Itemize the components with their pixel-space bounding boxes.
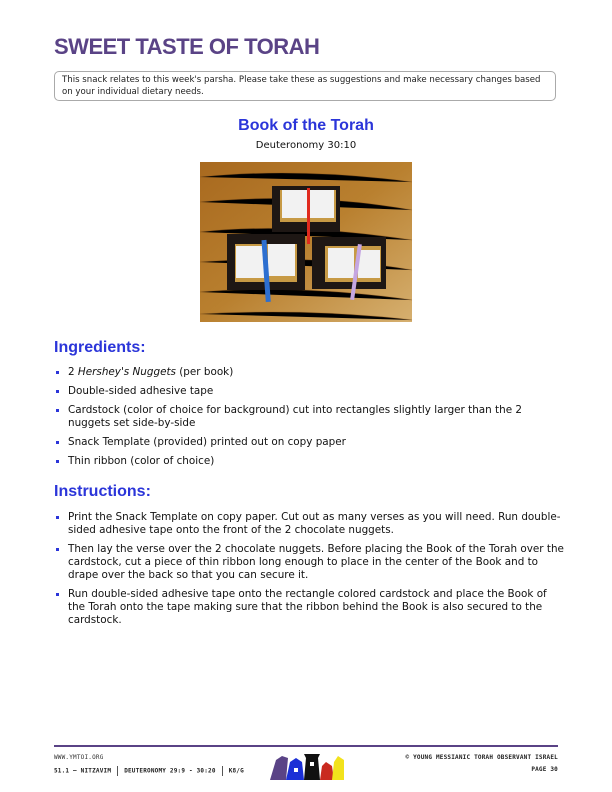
instruction-item: Print the Snack Template on copy paper. Cut out as many verses as you will need. Run double-sided adhesive tape onto the front of the 2 chocolate nuggets. (54, 511, 564, 537)
footer-level: K8/G (228, 767, 244, 775)
ingredient-item: Snack Template (provided) printed out on copy paper (54, 436, 564, 449)
footer-website[interactable]: WWW.YMTOI.ORG (54, 754, 104, 761)
ingredient-item: Cardstock (color of choice for background) cut into rectangles slightly larger than the 2 nuggets set side-by-side (54, 404, 564, 430)
ingredient-item: Double-sided adhesive tape (54, 385, 564, 398)
snack-photo (200, 162, 412, 322)
instructions-heading: Instructions: (54, 483, 151, 500)
separator (222, 766, 223, 776)
instructions-list (54, 511, 564, 633)
notice-box: This snack relates to this week's parsha. Please take these as suggestions and make necessary changes based on your individual dietary needs. (54, 71, 556, 101)
instruction-item: Then lay the verse over the 2 chocolate nuggets. Before placing the Book of the Torah over the cardstock, cut a piece of thin ribbon long enough to place in the center of the Book and to drape over the back so that you can secure it. (54, 543, 564, 582)
ingredient-item: Thin ribbon (color of choice) (54, 455, 564, 468)
footer-lesson: 51.1 – NITZAVIM (54, 767, 112, 775)
separator (117, 766, 118, 776)
page-number: PAGE 30 (531, 766, 558, 773)
ingredient-item: 2 Hershey's Nuggets (per book) (54, 366, 564, 379)
page-title: SWEET TASTE OF TORAH (54, 34, 320, 59)
footer-copyright: © YOUNG MESSIANIC TORAH OBSERVANT ISRAEL (405, 754, 558, 761)
ingredients-list (54, 366, 564, 474)
scripture-reference: Deuteronomy 30:10 (255, 140, 357, 151)
ymtoi-logo (268, 752, 346, 782)
instruction-item: Run double-sided adhesive tape onto the rectangle colored cardstock and place the Book of the Torah onto the tape making sure that the ribbon behind the Book is also secured to the cardstock. (54, 588, 564, 627)
footer-lesson-info (54, 766, 244, 776)
footer-scripture: DEUTERONOMY 29:9 - 30:20 (124, 767, 216, 775)
footer-divider (54, 745, 558, 747)
ingredients-heading: Ingredients: (54, 339, 146, 356)
snack-title: Book of the Torah (238, 117, 374, 134)
